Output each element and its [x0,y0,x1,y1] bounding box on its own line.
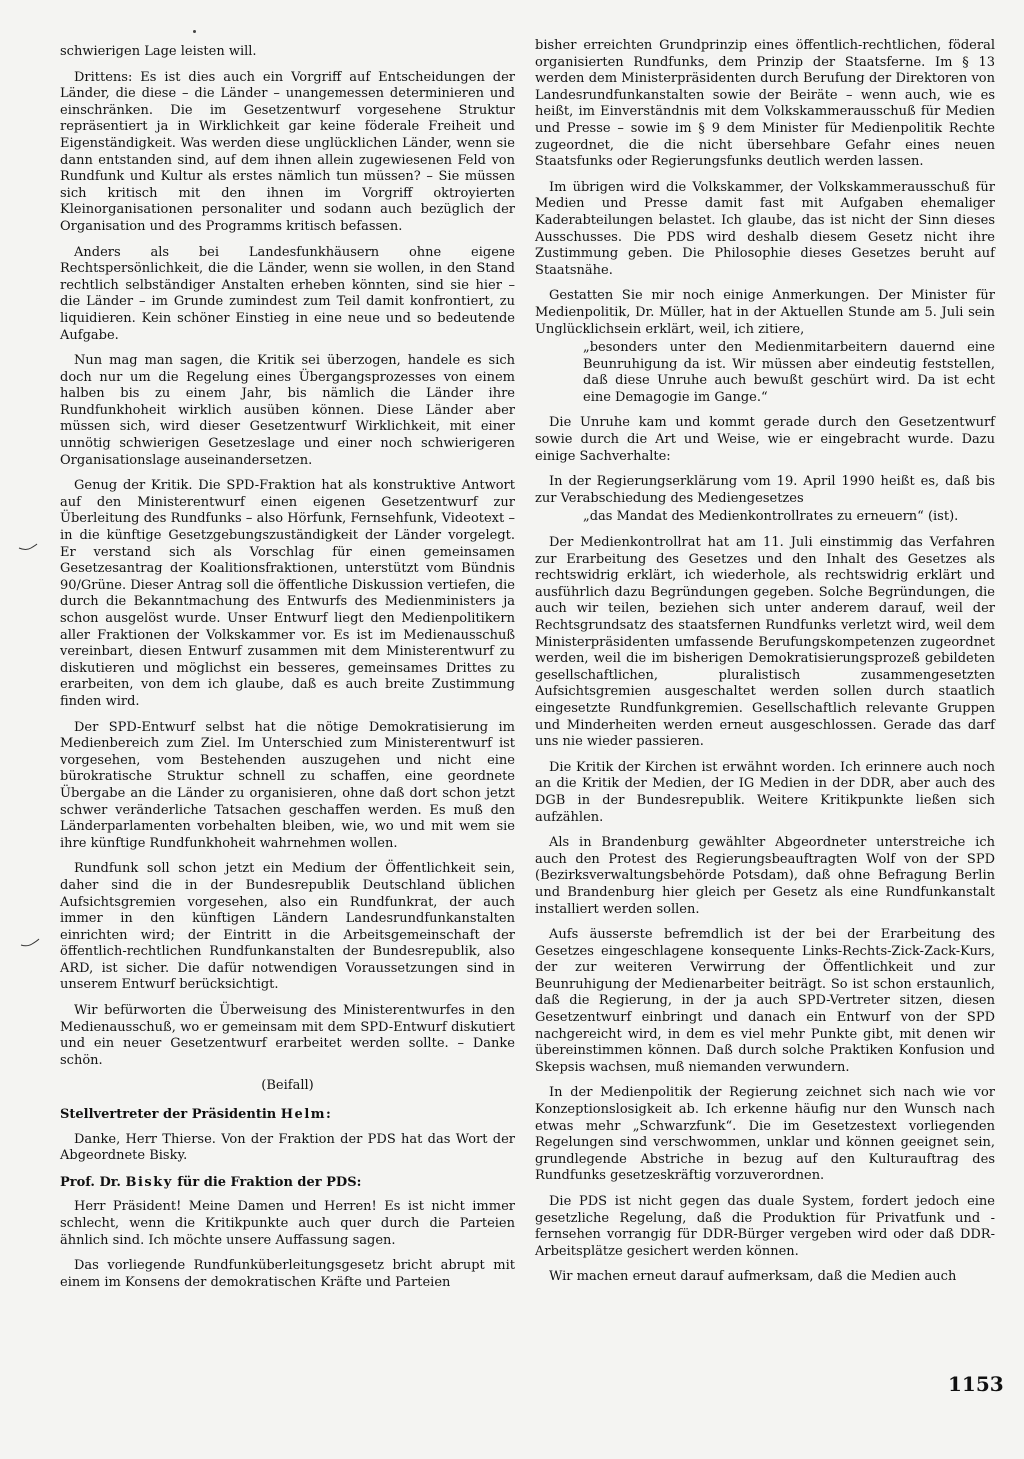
speaker-heading [60,1107,515,1124]
paragraph: Anders als bei Landesfunkhäusern ohne eigene Rechtspersönlichkeit, die die Länder, wenn sie wollen, in den Stand rechtlich selbständiger Anstalten erheben könnten, sind sie hier – die Länder – im Grunde zumindest zum Teil damit konfrontiert, zu liquidieren. Kein schöner Einstieg in eine neue und so bedeutende Aufgabe. [60,244,515,343]
paragraph: Herr Präsident! Meine Damen und Herren! Es ist nicht immer schlecht, wenn die Kritikpunkte auch quer durch die Parteien ähnlich sind. Ich möchte unsere Auffassung sagen. [60,1199,515,1248]
right-column [535,38,995,1295]
speaker-name: Helm [280,1107,327,1123]
speaker-suffix: für die Fraktion der PDS: [172,1174,362,1190]
speaker-suffix: : [326,1107,331,1123]
paragraph: Wir machen erneut darauf aufmerksam, daß die Medien auch [549,1269,957,1285]
margin-mark [18,542,38,552]
speaker-heading [60,1175,515,1192]
applause-note: (Beifall) [261,1078,314,1094]
paragraph: Aufs äusserste befremdlich ist der bei der Erarbeitung des Gesetzes eingeschlagene konsequente Links-Rechts-Zick-Zack-Kurs, der zur weiteren Verwirrung der Öffentlichkeit und zur Beunruhigung der Medienarbeiter beiträgt. So ist schon erstaunlich, daß die Regierung, in der ja auch SPD-Vertreter sitzen, diesen Gesetzentwurf einbringt und danach ein Entwurf von der SPD nachgereicht wird, in dem es viel mehr Punkte gibt, mit denen wir übereinstimmen können. Daß durch solche Praktiken Konfusion und Skepsis wachsen, muß niemanden verwundern. [535,927,995,1075]
paragraph: Das vorliegende Rundfunküberleitungsgesetz bricht abrupt mit einem im Konsens der demokratischen Kräfte und Parteien [60,1258,515,1290]
paragraph: In der Regierungserklärung vom 19. April 1990 heißt es, daß bis zur Verabschiedung des Mediengesetzes [535,474,995,506]
paragraph: Der Medienkontrollrat hat am 11. Juli einstimmig das Verfahren zur Erarbeitung des Gesetzes und den Inhalt des Gesetzes als rechtswidrig erklärt, ich wiederhole, als rechtswidrig erklärt und ausführlich dazu Begründungen gegeben. Solche Begründungen, die auch wir teilen, beziehen sich unter anderem darauf, weil der Rechtsgrundsatz des staatsfernen Rundfunks verletzt wird, weil dem Ministerpräsidenten umfassende Berufungskompetenzen zugeordnet werden, weil die im bisherigen Demokratisierungsprozeß gebildeten gesellschaftlichen, pluralistisch zusammengesetzten Aufsichtsgremien ausgeschaltet werden sollen durch staatlich eingesetzte Rundfunkgremien. Gesellschaftlich relevante Gruppen und Minderheiten werden erneut ausgeschlossen. Gerade das darf uns nie wieder passieren. [535,535,995,750]
paragraph: Drittens: Es ist dies auch ein Vorgriff auf Entscheidungen der Länder, die diese – die Länder – unangemessen determinieren und einschränken. Die im Gesetzentwurf vorgesehene Struktur repräsentiert ja in Wirklichkeit gar keine föderale Freiheit und Eigenständigkeit. Was werden diese unglücklichen Länder, wenn sie dann entstanden sind, auf dem ihnen allein zugewiesenen Feld von Rundfunk und Kultur als erstes nämlich tun müssen? – Sie müssen sich kritisch mit den ihnen im Vorgriff oktroyierten Kleinorganisationen personaliter und sodann auch bezüglich der Organisation und des Programms kritisch befassen. [60,69,515,234]
page-number: 1153 [948,1372,1004,1396]
paragraph: Der SPD-Entwurf selbst hat die nötige Demokratisierung im Medienbereich zum Ziel. Im Unterschied zum Ministerentwurf ist vorgesehen, vom Bestehenden auszugehen und nicht eine bürokratische Struktur schnell zu schaffen, eine geordnete Übergabe an die Länder zu organisieren, ohne daß dort schon jetzt schwer veränderliche Tatsachen geschaffen werden. Es muß den Länderparlamenten vorbehalten bleiben, wie, wo und mit wem sie ihre künftige Rundfunkhoheit wahrnehmen wollen. [60,719,515,851]
speaker-prefix: Stellvertreter der Präsidentin [60,1107,281,1123]
left-column [60,44,515,1300]
print-speck [193,30,196,33]
quotation: „besonders unter den Medienmitarbeitern dauernd eine Beunruhigung da ist. Wir müssen aber eindeutig feststellen, daß diese Unruhe auch bewußt geschürt wird. Da ist echt eine Demagogie im Gange.“ [583,340,995,405]
paragraph: Gestatten Sie mir noch einige Anmerkungen. Der Minister für Medienpolitik, Dr. Müller, hat in der Aktuellen Stunde am 5. Juli sein Unglücklichsein erklärt, weil, ich zitiere, [535,288,995,337]
paragraph: Die Unruhe kam und kommt gerade durch den Gesetzentwurf sowie durch die Art und Weise, wie er eingebracht wurde. Dazu einige Sachverhalte: [535,415,995,464]
paragraph: Die Kritik der Kirchen ist erwähnt worden. Ich erinnere auch noch an die Kritik der Medien, der IG Medien in der DDR, aber auch des DGB in der Bundesrepublik. Weitere Kritikpunkte ließen sich aufzählen. [535,759,995,825]
paragraph: Danke, Herr Thierse. Von der Fraktion der PDS hat das Wort der Abgeordnete Bisky. [60,1131,515,1164]
quotation: „das Mandat des Medienkontrollrates zu erneuern“ (ist). [583,509,959,525]
paragraph: Als in Brandenburg gewählter Abgeordneter unterstreiche ich auch den Protest des Regierungsbeauftragten Wolf von der SPD (Bezirksverwaltungsbehörde Potsdam), daß ohne Befragung Berlin und Brandenburg hier gleich per Gesetz als eine Rundfunkanstalt installiert werden sollen. [535,835,995,917]
paragraph: Rundfunk soll schon jetzt ein Medium der Öffentlichkeit sein, daher sind die in der Bundesrepublik Deutschland üblichen Aufsichtsgremien vorgesehen, also ein Rundfunkrat, der auch immer in den künftigen Ländern Landesrundfunkanstalten einrichten wird; der Eintritt in die Arbeitsgemeinschaft der öffentlich-rechtlichen Rundfunkanstalten der Bundesrepublik, also ARD, ist sicher. Die dafür notwendigen Voraussetzungen sind in unserem Entwurf berücksichtigt. [60,861,515,993]
speaker-prefix: Prof. Dr. [60,1174,126,1190]
paragraph: bisher erreichten Grundprinzip eines öffentlich-rechtlichen, föderal organisierten Rundfunks, dem Prinzip der Staatsferne. Im § 13 werden dem Ministerpräsidenten durch Berufung der Direktoren von Landesrundfunkanstalten sowie der Beiräte – wenn auch, wie es heißt, im Einverständnis mit dem Volkskammerausschuß für Medien und Presse – sowie im § 9 dem Minister für Medienpolitik Rechte zugeordnet, die die nicht übersehbare Gefahr eines neuen Staatsfunks oder Regierungsfunks deutlich werden lassen. [535,38,995,170]
paragraph: Nun mag man sagen, die Kritik sei überzogen, handele es sich doch nur um die Regelung eines Übergangsprozesses von einem halben bis zu einem Jahr, bis nämlich die Länder ihre Rundfunkhoheit wirklich ausüben können. Diese Länder aber müssen sich, wird dieser Gesetzentwurf Wirklichkeit, mit einer unnötig schwierigen Gesetzeslage und einer noch schwierigeren Organisationslage auseinandersetzen. [60,353,515,468]
paragraph: Wir befürworten die Überweisung des Ministerentwurfes in den Medienausschuß, wo er gemeinsam mit dem SPD-Entwurf diskutiert und ein neuer Gesetzentwurf erarbeitet werden sollte. – Danke schön. [60,1003,515,1068]
paragraph: In der Medienpolitik der Regierung zeichnet sich nach wie vor Konzeptionslosigkeit ab. Ich erkenne häufig nur den Wunsch nach etwas mehr „Schwarzfunk“. Die im Gesetzestext vorliegenden Regelungen sind verschwommen, unklar und können geeignet sein, grundlegende Abstriche in bezug auf den Kulturauftrag des Rundfunks gesetzeskräftig vorzuverordnen. [535,1085,995,1184]
paragraph: Die PDS ist nicht gegen das duale System, fordert jedoch eine gesetzliche Regelung, daß die Produktion für Privatfunk und -fernsehen vorrangig für DDR-Bürger vergeben wird oder daß DDR-Arbeitsplätze gesichert werden können. [535,1194,995,1259]
paragraph: Genug der Kritik. Die SPD-Fraktion hat als konstruktive Antwort auf den Ministerentwurf einen eigenen Gesetzentwurf zur Überleitung des Rundfunks – also Hörfunk, Fernsehfunk, Videotext – in die künftige Gesetzgebungszuständigkeit der Länder vorgelegt. Er verstand sich als Vorschlag für einen gemeinsamen Gesetzesantrag der Koalitionsfraktionen, unterstützt vom Bündnis 90/Grüne. Dieser Antrag soll die öffentliche Diskussion vertiefen, die durch die Bekanntmachung des Entwurfs des Medienministers ja schon ausgelöst wurde. Unser Entwurf liegt den Medienpolitikern aller Fraktionen der Volkskammer vor. Es ist im Medienausschuß vereinbart, diesen Entwurf zusammen mit dem Ministerentwurf zu diskutieren und möglichst ein besseres, gemeinsames Drittes zu erarbeiten, von dem ich glaube, daß es auch breite Zustimmung finden wird. [60,478,515,709]
paragraph: schwierigen Lage leisten will. [60,44,257,59]
paragraph: Im übrigen wird die Volkskammer, der Volkskammerausschuß für Medien und Presse damit fast mit Aufgaben ehemaliger Kaderabteilungen belastet. Ich glaube, das ist nicht der Sinn dieses Ausschusses. Die PDS wird deshalb diesem Gesetz nicht ihre Zustimmung geben. Die Philosophie dieses Gesetzes beruht auf Staatsnähe. [535,179,995,278]
speaker-name: Bisky [125,1174,173,1190]
margin-mark [20,938,40,948]
